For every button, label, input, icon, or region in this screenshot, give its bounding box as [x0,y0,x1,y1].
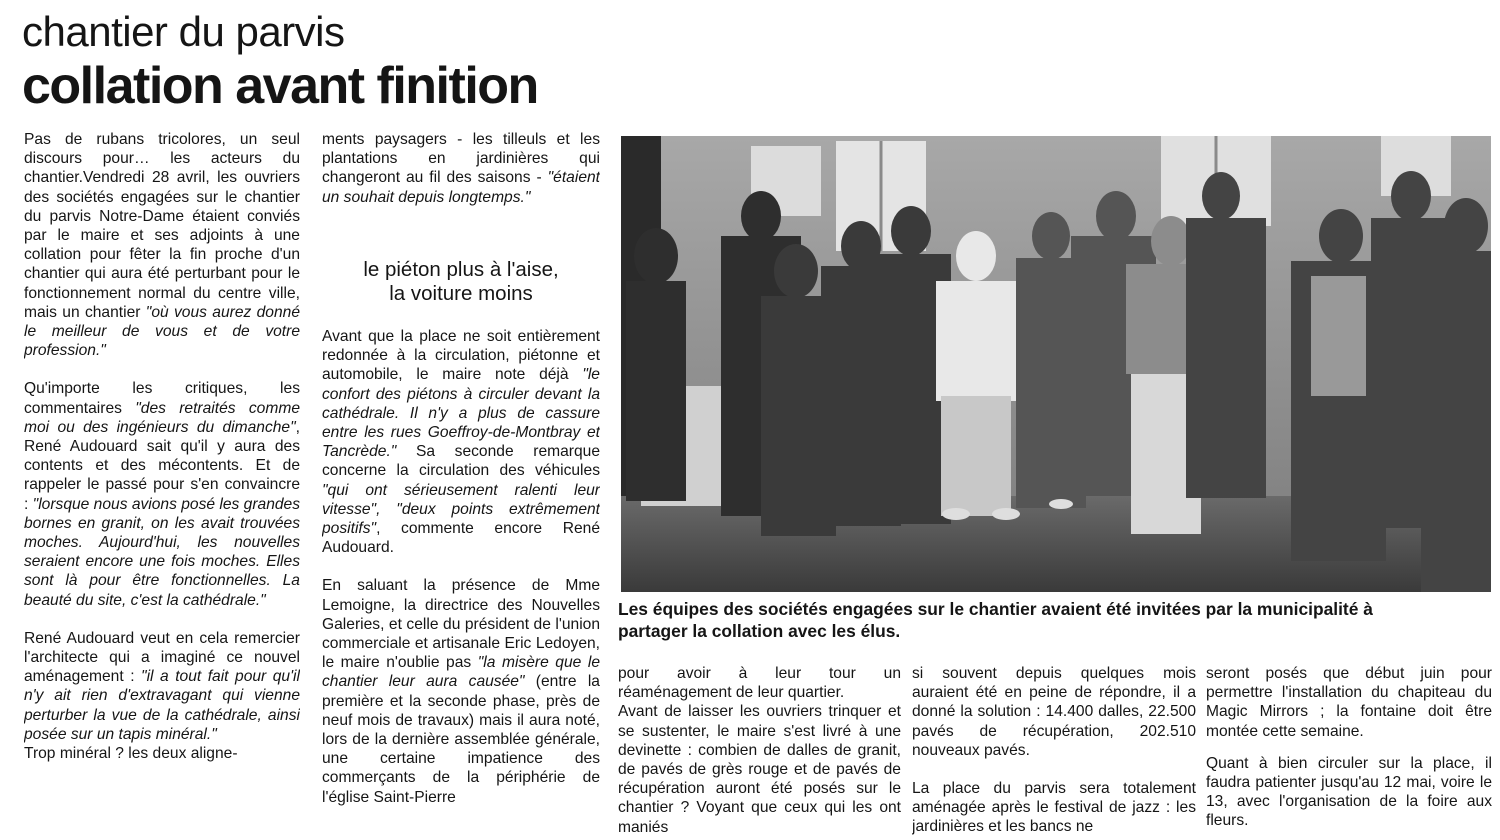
text-run: Avant que la place ne soit entièrement redonnée à la circulation, piétonne et automobile, le maire note déjà [322,328,600,384]
article-column-3 [618,664,901,838]
text-run: seront posés que début juin pour permettre l'installation du chapiteau du Magic Mirrors ; la fontaine doit être montée cette semaine. [1206,665,1492,740]
group-photo-illustration [621,136,1491,592]
paragraph [322,130,600,207]
paragraph [24,379,300,609]
subheading-line: la voiture moins [389,282,533,305]
paragraph [1206,664,1492,741]
article-column-4 [912,664,1196,838]
text-run: En saluant la présence de Mme Lemoigne, la directrice des Nouvelles Galeries, et celle du président de l'union commerciale et artisanale Eric Ledoyen, le maire n'oublie pas [322,577,600,672]
quote-run: "la misère que le chantier leur aura causée" [322,654,600,691]
paragraph [618,702,901,836]
quote-run: "le confort des piétons à circuler devant la cathédrale. Il n'y a plus de cassure entre les rues Goeffroy-de-Montbray et Tancrède." [322,366,600,461]
text-run: Avant de laisser les ouvriers trinquer et se sustenter, le maire s'est livré à une devinette : combien de dalles de granit, de pavés de grès rouge et de pavés de récupération auront été posés sur le chantier ? Voyant que ceux qui les ont maniés [618,703,901,836]
text-run: Qu'importe les critiques, les commentaires [24,380,300,417]
text-run: , René Audouard sait qu'il y aura des contents et des mécontents. Et de rappeler le passé pour s'en convaincre : [24,418,300,513]
paragraph [24,629,300,744]
paragraph [912,664,1196,760]
text-run: Vendredi 28 avril, les ouvriers des sociétés engagées sur le chantier du parvis Notre-Dame étaient conviés par le maire et ses adjoints à une collation pour fêter la fin proche d'un chantier qui aura été perturbant pour le fonctionnement normal du centre ville, mais un chantier [24,169,300,321]
article-column-5 [1206,664,1492,838]
text-run: Quant à bien circuler sur la place, il faudra patienter jusqu'au 12 mai, voire le 13, avec l'organisation de la foire aux fleurs. [1206,754,1492,830]
text-run: Trop minéral ? les deux aligne- [24,745,238,763]
group-photo [621,136,1491,592]
quote-run: "lorsque nous avions posé les grandes bornes en granit, on les avait trouvées moches. Aujourd'hui, les nouvelles seraient encore une fois moches. Elles sont là pour être fonctionnelles. La beauté du site, c'est la cathédrale." [24,495,300,609]
text-run: Sa seconde remarque concerne la circulation des véhicules [322,443,600,480]
article-kicker: chantier du parvis [22,8,345,55]
text-run: La place du parvis sera totalement aménagée après le festival de jazz : les jardinières et les bancs ne [912,780,1196,836]
quote-run: "où vous aurez donné le meilleur de vous et de votre profession." [24,303,300,360]
article-column-2-top [322,130,600,210]
quote-run: "il a tout fait pour qu'il n'y ait rien d'extravagant qui vienne perturber la vue de la cathédrale, ainsi posée sur un tapis minéral." [24,668,300,743]
quote-run: "des retraités comme moi ou des ingénieurs du dimanche" [24,399,300,436]
article-column-1 [24,130,300,836]
text-run: si souvent depuis quelques mois auraient été en peine de répondre, il a donné la solution : 14.400 dalles, 22.500 pavés de récupération, 202.510 nouveaux pavés. [912,665,1196,759]
paragraph [322,576,600,806]
photo-caption [618,598,1496,642]
article-column-2-bottom [322,327,600,837]
paragraph [912,779,1196,837]
caption-line: Les équipes des sociétés engagées sur le chantier avaient été invitées par la municipalité à [618,599,1373,619]
article-headline: collation avant finition [22,57,538,115]
text-run: (entre la première et la seconde phase, près de neuf mois de travaux) mais il aura noté, lors de la dernière assemblée générale, une certaine impatience des commerçants de la périphérie de l'église Saint-Pierre [322,673,600,806]
article-subheading [322,258,600,306]
paragraph [24,744,300,763]
text-run: , commente encore René Audouard. [322,520,600,557]
paragraph [24,130,300,360]
quote-run: "qui ont sérieusement ralenti leur vitesse", "deux points extrêmement positifs" [322,481,600,538]
text-run: pour avoir à leur tour un réaménagement de leur quartier. [618,665,901,702]
quote-run: "étaient un souhait depuis longtemps." [322,169,600,206]
paragraph [322,327,600,557]
caption-line: partager la collation avec les élus. [618,621,901,641]
text-run: ments paysagers - les tilleuls et les plantations en jardinières qui changeront au fil des saisons - [322,131,600,187]
paragraph [618,664,901,702]
text-run: Pas de rubans tricolores, un seul discours pour… les acteurs du chantier. [24,131,300,187]
text-run: René Audouard veut en cela remercier l'architecte qui a imaginé ce nouvel aménagement : [24,629,300,686]
paragraph [1206,754,1492,831]
subheading-line: le piéton plus à l'aise, [363,258,559,281]
